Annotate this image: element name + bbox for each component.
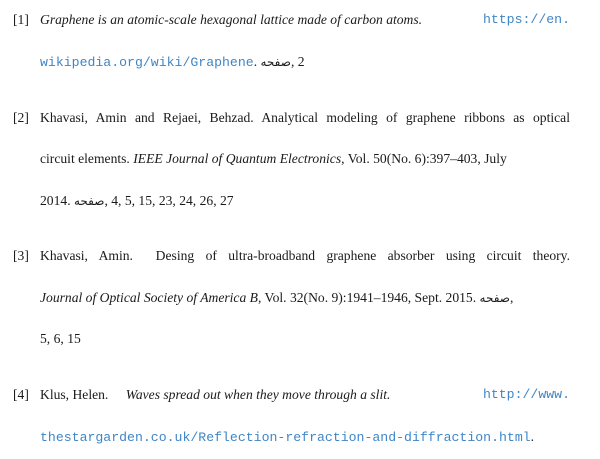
reference-line bbox=[40, 11, 570, 29]
journal-name: Journal of Optical Society of America B bbox=[40, 290, 258, 305]
reference-line: Journal of Optical Society of America B, Vol. 32(No. 9):1941–1946, Sept. 2015. صفحه, bbox=[40, 290, 514, 305]
page-backref-label: صفحه bbox=[479, 291, 510, 305]
reference-line: Khavasi, Amin and Rejaei, Behzad. Analytical modeling of graphene ribbons as optical bbox=[40, 110, 570, 125]
reference-line: Khavasi, Amin. Desing of ultra-broadband graphene absorber using circuit theory. bbox=[40, 248, 570, 263]
reference-text: , Vol. 50(No. 6):397–403, July bbox=[341, 151, 507, 166]
page-backref-label: صفحه bbox=[260, 55, 291, 69]
reference-number: [1] bbox=[13, 12, 29, 27]
page-backref-link[interactable]: 4, 5, 15, 23, 24, 26, 27 bbox=[111, 193, 234, 208]
reference-line bbox=[40, 330, 81, 348]
reference-text: , Vol. 32(No. 9):1941–1946, Sept. 2015. bbox=[257, 290, 480, 305]
reference-line bbox=[40, 386, 570, 404]
reference-url-link[interactable]: wikipedia.org/wiki/Graphene bbox=[40, 55, 254, 70]
reference-punctuation: . bbox=[530, 429, 535, 444]
reference-line: 2014. صفحه, 4, 5, 15, 23, 24, 26, 27 bbox=[40, 193, 234, 208]
page-backref-link[interactable]: 2 bbox=[297, 54, 305, 69]
reference-url-link[interactable]: http://www. bbox=[482, 387, 570, 402]
page-backref-link[interactable]: 5, 6, 15 bbox=[40, 331, 81, 346]
reference-punctuation: . bbox=[253, 54, 261, 69]
reference-number: [2] bbox=[13, 110, 29, 125]
reference-line: wikipedia.org/wiki/Graphene. صفحه, 2 bbox=[40, 54, 305, 70]
reference-number: [4] bbox=[13, 387, 29, 402]
reference-author: Klus, Helen. bbox=[40, 387, 109, 402]
page-backref-label: صفحه bbox=[73, 194, 105, 208]
reference-title: Waves spread out when they move through a slit. bbox=[125, 387, 391, 402]
reference-number: [3] bbox=[13, 248, 29, 263]
reference-title: Graphene is an atomic-scale hexagonal lattice made of carbon atoms. bbox=[40, 12, 423, 27]
journal-name: IEEE Journal of Quantum Electronics bbox=[133, 151, 342, 166]
reference-url-link[interactable]: thestargarden.co.uk/Reflection-refraction-and-diffraction.html bbox=[40, 430, 531, 445]
reference-line bbox=[40, 150, 570, 168]
reference-url-link[interactable]: https://en. bbox=[482, 12, 570, 27]
reference-line bbox=[40, 428, 534, 447]
reference-text: 2014. bbox=[40, 193, 74, 208]
reference-text: circuit elements. bbox=[40, 151, 134, 166]
